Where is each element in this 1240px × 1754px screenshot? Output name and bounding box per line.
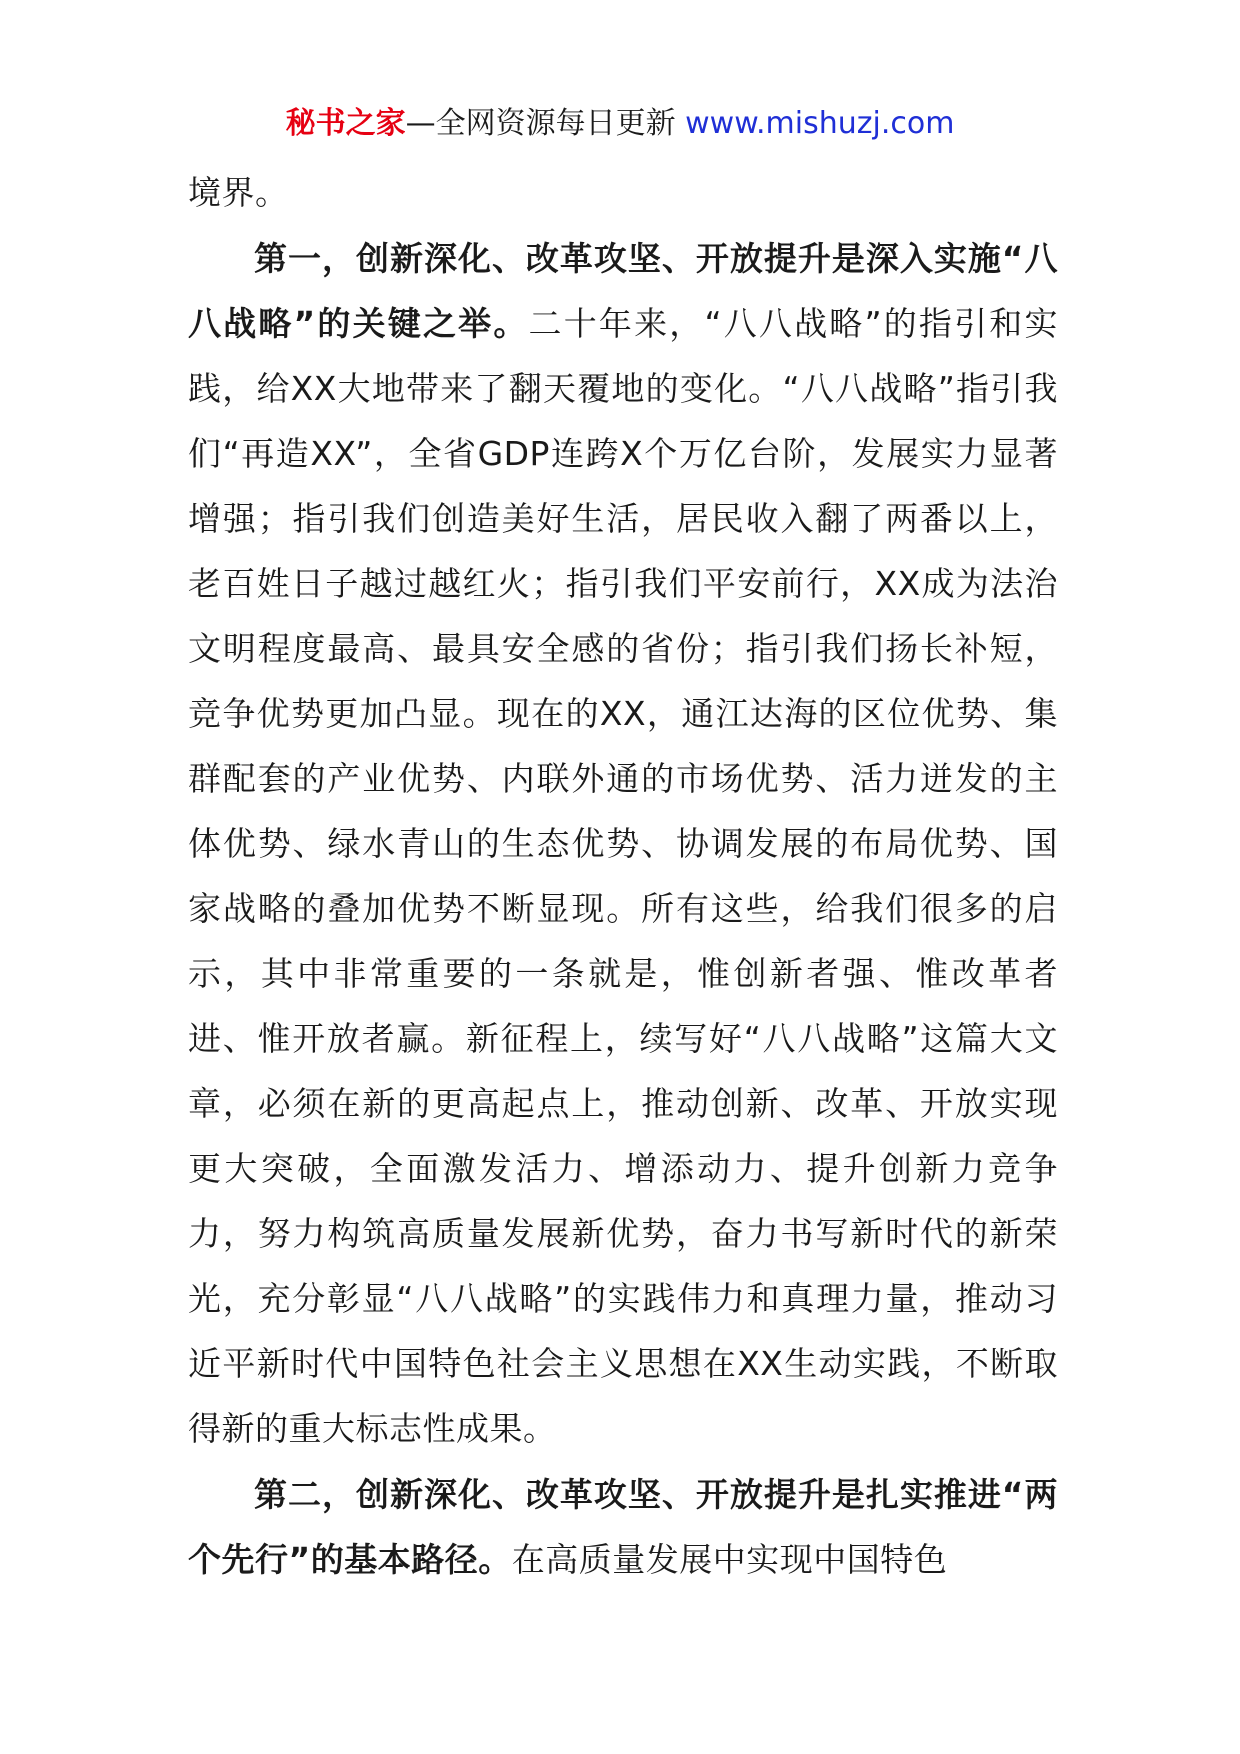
header-slogan: —全网资源每日更新 bbox=[405, 106, 686, 141]
paragraph-second bbox=[188, 1462, 1058, 1592]
continued-fragment: 境界。 bbox=[188, 173, 289, 212]
paragraph-first bbox=[188, 226, 1058, 1461]
paragraph-text: 二十年来，“八八战略”的指引和实践，给XX大地带来了翻天覆地的变化。“八八战略”指引我们“再造XX”，全省GDP连跨X个万亿台阶，发展实力显著增强；指引我们创造美好生活，居民收入翻了两番以上，老百姓日子越过越红火；指引我们平安前行，XX成为法治文明程度最高、最具安全感的省份；指引我们扬长补短，竞争优势更加凸显。现在的XX，通江达海的区位优势、集群配套的产业优势、内联外通的市场优势、活力迸发的主体优势、绿水青山的生态优势、协调发展的布局优势、国家战略的叠加优势不断显现。所有这些，给我们很多的启示，其中非常重要的一条就是，惟创新者强、惟改革者进、惟开放者赢。新征程上，续写好“八八战略”这篇大文章，必须在新的更高起点上，推动创新、改革、开放实现更大突破，全面激发活力、增添动力、提升创新力竞争力，努力构筑高质量发展新优势，奋力书写新时代的新荣光，充分彰显“八八战略”的实践伟力和真理力量，推动习近平新时代中国特色社会主义思想在XX生动实践，不断取得新的重大标志性成果。 bbox=[188, 304, 1058, 1448]
paragraph-heading: 第一，创新深化、改革攻坚、开放提升是深入实施“八八战略”的关键之举。 bbox=[188, 239, 1058, 343]
paragraph-heading: 第二，创新深化、改革攻坚、开放提升是扎实推进“两个先行”的基本路径。 bbox=[188, 1475, 1058, 1579]
document-body bbox=[188, 160, 1058, 1592]
site-url-link[interactable]: www.mishuzj.com bbox=[685, 106, 955, 141]
brand-name: 秘书之家 bbox=[285, 106, 406, 141]
page-header bbox=[0, 102, 1240, 146]
paragraph-text: 在高质量发展中实现中国特色 bbox=[511, 1540, 948, 1579]
